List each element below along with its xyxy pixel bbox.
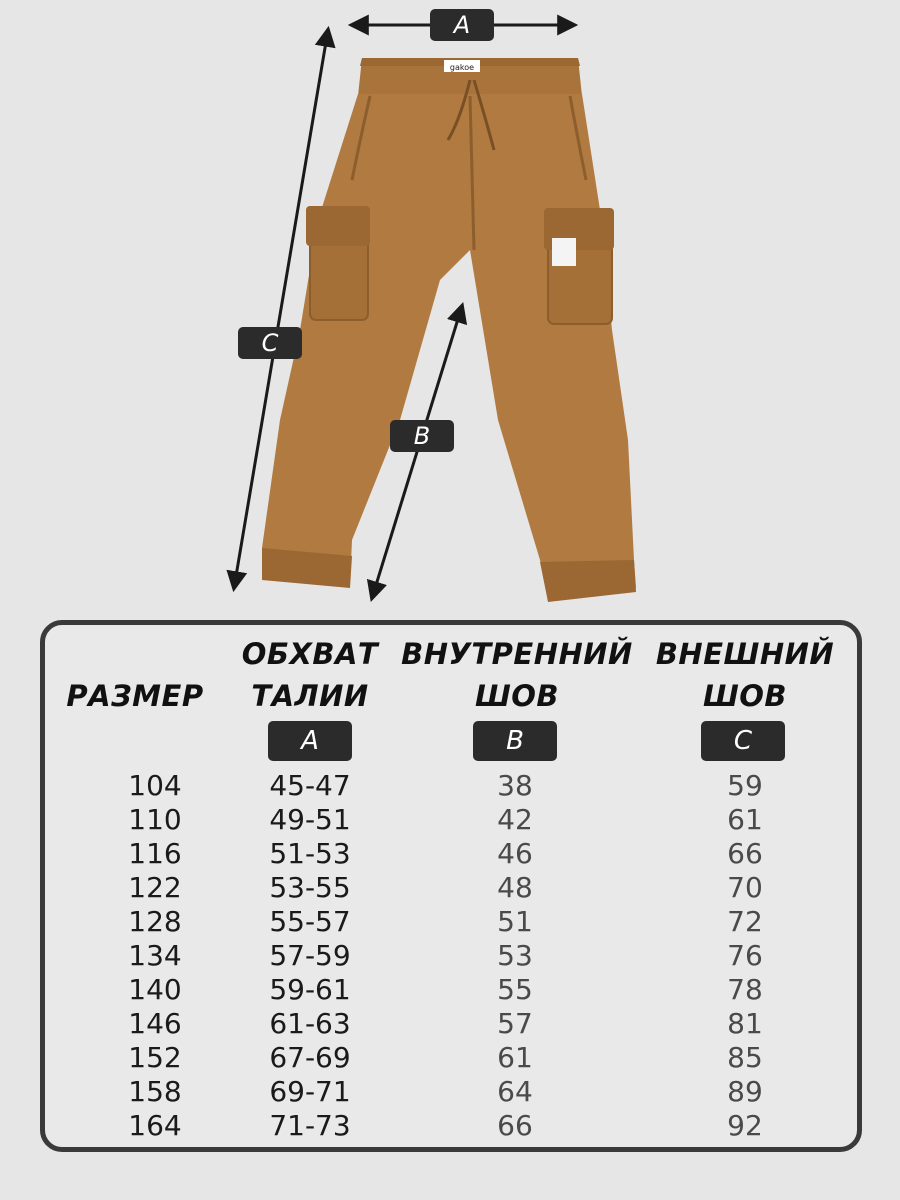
table-row-waist: 59-61 [269,973,351,1006]
table-row-inner: 64 [497,1075,533,1108]
header-size: РАЗМЕР [66,679,204,713]
table-row-waist: 55-57 [269,905,351,938]
table-row-waist: 69-71 [269,1075,351,1108]
table-row-outer: 66 [727,837,763,870]
badge-outer: C [701,721,785,761]
header-outer-line2: ШОВ [702,679,788,713]
table-row-size: 104 [128,769,182,802]
column-waist [235,769,385,1143]
table-row-outer: 72 [727,905,763,938]
label-c: C [238,327,302,359]
table-row-size: 146 [128,1007,182,1040]
table-row-size: 122 [128,871,182,904]
table-row-size: 140 [128,973,182,1006]
table-row-inner: 46 [497,837,533,870]
table-row-size: 134 [128,939,182,972]
header-inner-line2: ШОВ [474,679,560,713]
brand-tag: gakoe [449,63,475,72]
table-row-size: 110 [128,803,182,836]
table-row-waist: 57-59 [269,939,351,972]
table-row-waist: 49-51 [269,803,351,836]
table-row-outer: 85 [727,1041,763,1074]
cargo-pants-image [262,58,636,602]
table-row-size: 116 [128,837,182,870]
table-row-waist: 51-53 [269,837,351,870]
table-row-waist: 45-47 [269,769,351,802]
label-b: B [390,420,454,452]
badge-inner: B [473,721,557,761]
column-size [85,769,225,1143]
column-inner [445,769,585,1143]
table-row-outer: 78 [727,973,763,1006]
table-row-waist: 53-55 [269,871,351,904]
table-row-inner: 55 [497,973,533,1006]
size-table [40,620,862,1152]
table-row-inner: 38 [497,769,533,802]
table-row-outer: 70 [727,871,763,904]
column-outer [675,769,815,1143]
badge-waist: A [268,721,352,761]
table-row-outer: 92 [727,1109,763,1142]
header-waist-line2: ТАЛИИ [251,679,369,713]
table-row-inner: 53 [497,939,533,972]
table-row-outer: 61 [727,803,763,836]
table-row-waist: 61-63 [269,1007,351,1040]
table-row-size: 152 [128,1041,182,1074]
table-row-size: 164 [128,1109,182,1142]
label-a: A [430,9,494,41]
table-row-size: 158 [128,1075,182,1108]
table-row-inner: 66 [497,1109,533,1142]
table-row-inner: 48 [497,871,533,904]
table-row-outer: 89 [727,1075,763,1108]
table-row-outer: 59 [727,769,763,802]
header-outer-line1: ВНЕШНИЙ [655,637,835,671]
table-row-inner: 51 [497,905,533,938]
header-waist-line1: ОБХВАТ [241,637,379,671]
table-row-size: 128 [128,905,182,938]
table-row-outer: 81 [727,1007,763,1040]
table-row-outer: 76 [727,939,763,972]
table-row-waist: 67-69 [269,1041,351,1074]
table-row-inner: 42 [497,803,533,836]
header-inner-line1: ВНУТРЕННИЙ [401,637,633,671]
table-row-waist: 71-73 [269,1109,351,1142]
table-row-inner: 57 [497,1007,533,1040]
table-row-inner: 61 [497,1041,533,1074]
